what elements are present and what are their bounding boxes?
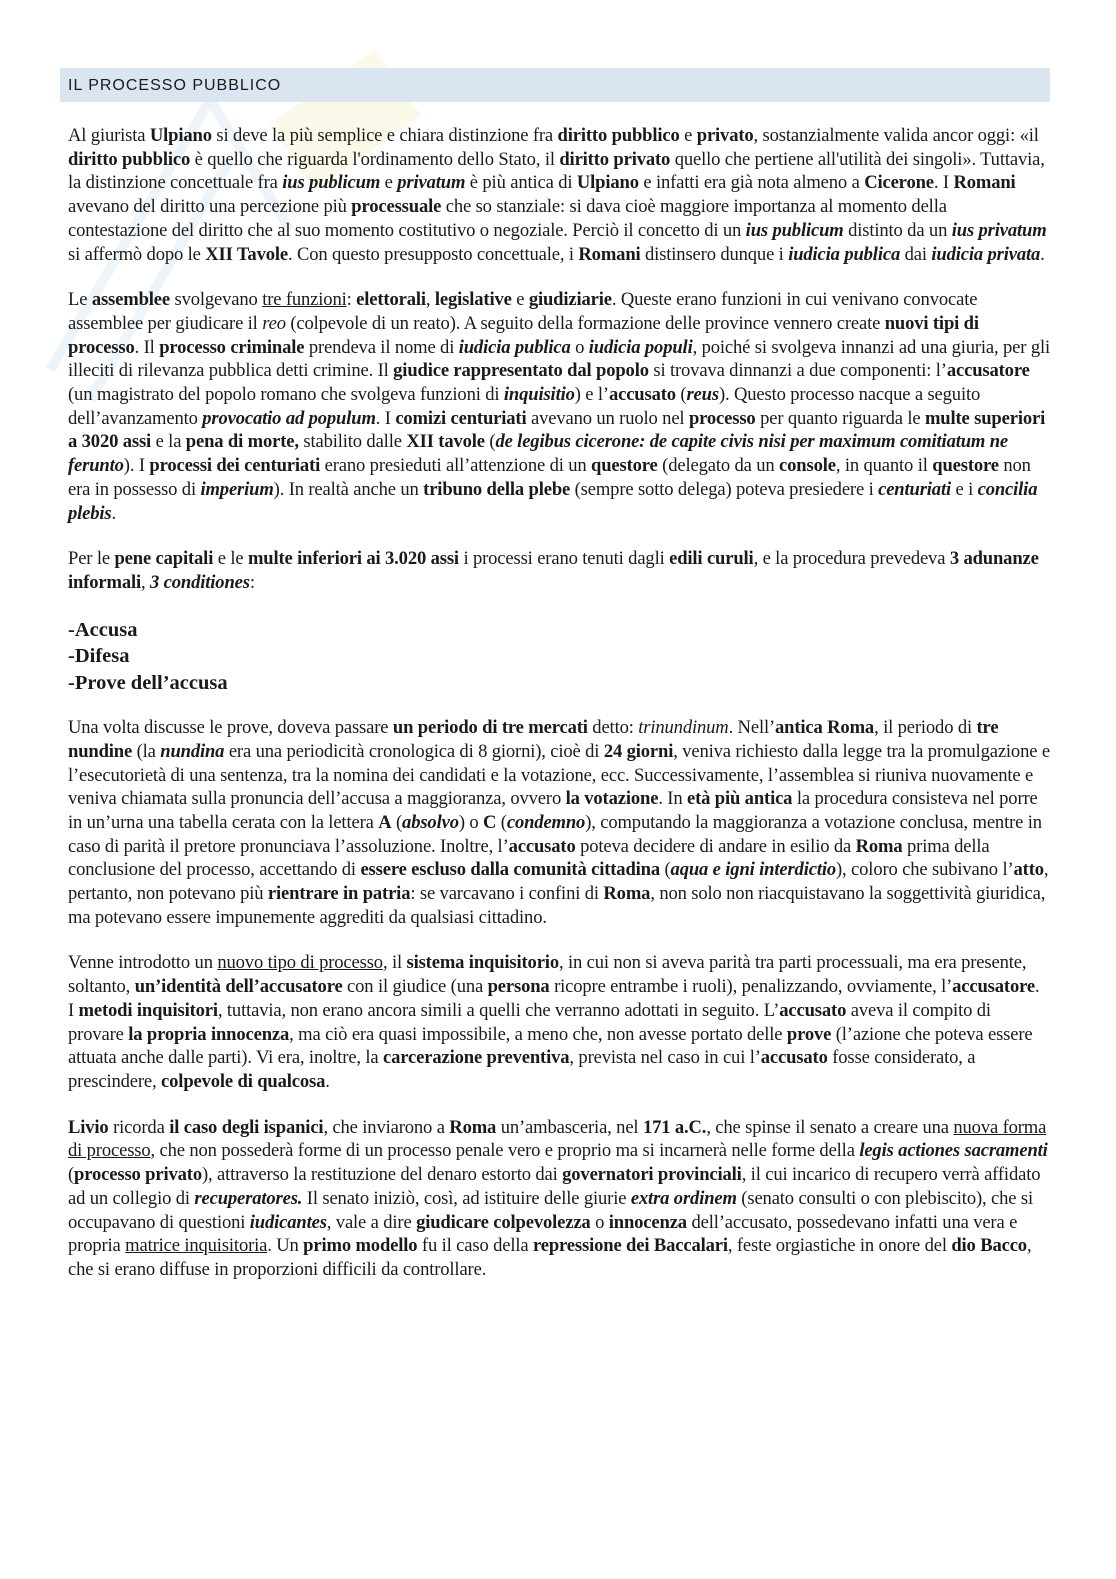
text-run: 24 giorni — [603, 740, 674, 762]
text-run: i processi erano tenuti dagli — [458, 548, 670, 570]
text-run: era una periodicità cronologica di 8 giorni), cioè di — [224, 740, 604, 762]
text-run: matrice inquisitoria — [125, 1235, 268, 1257]
text-run: diritto pubblico — [557, 125, 680, 146]
text-run: diritto pubblico — [68, 148, 191, 170]
text-run: , che si erano diffuse in proporzioni difficili da controllare. — [68, 1235, 1032, 1280]
text-run: essere escluso dalla comunità cittadina — [360, 859, 660, 881]
text-run: ). In realtà anche un — [273, 478, 424, 500]
text-run: dell’accusato, possedevano infatti una vera e propria — [68, 1211, 1018, 1257]
text-run: processi dei centuriati — [149, 455, 321, 477]
text-run: quello che pertiene all'utilità dei singoli». Tuttavia, la distinzione concettuale fra — [68, 148, 1045, 194]
text-run: colpevole di qualcosa — [161, 1071, 326, 1092]
text-run: multe inferiori ai 3.020 assi — [247, 548, 459, 570]
text-run: avevano un ruolo nel — [526, 407, 689, 429]
text-run: : — [346, 289, 357, 311]
text-run: . Un — [267, 1235, 304, 1257]
body-paragraph — [68, 288, 1050, 525]
text-run: ius publicum — [745, 219, 844, 241]
text-run: un’identità dell’accusatore — [134, 976, 343, 998]
text-run: console — [779, 455, 836, 477]
text-run: non era in possesso di — [68, 455, 1031, 500]
text-run: giudicare colpevolezza — [416, 1211, 591, 1233]
text-run: accusatore — [952, 976, 1035, 998]
text-run: 3 conditiones — [150, 571, 250, 593]
text-run: (sempre sotto delega) poteva presiedere i — [570, 478, 879, 500]
text-run: il caso degli ispanici — [169, 1116, 324, 1138]
text-run: . Nell’ — [728, 717, 776, 739]
text-run: . I — [933, 172, 954, 194]
text-run: XII Tavole — [205, 243, 288, 265]
text-run: XII tavole — [406, 431, 485, 453]
section-title: IL PROCESSO PUBBLICO — [68, 77, 282, 94]
text-run: Livio — [68, 1116, 109, 1138]
text-run: prove — [786, 1023, 832, 1045]
text-run: privato — [696, 125, 754, 146]
text-run: ) e l’ — [574, 384, 609, 406]
text-run: distinsero dunque i — [640, 243, 789, 265]
text-run: Al giurista — [68, 125, 150, 146]
text-run: ricorda — [108, 1116, 170, 1138]
text-run: A — [378, 811, 392, 833]
conditiones-list — [68, 617, 1050, 697]
text-run: , — [425, 289, 435, 311]
text-run: Le — [68, 289, 92, 311]
text-run: Roma — [449, 1116, 497, 1138]
text-run: iudicantes — [249, 1211, 327, 1233]
text-run: . Queste erano funzioni in cui venivano convocate assemblee per giudicare il — [68, 289, 978, 334]
text-run: ( — [484, 431, 496, 453]
text-run: reo — [262, 312, 286, 334]
text-run: ( — [68, 1164, 75, 1186]
text-run: iudicia publica — [788, 243, 901, 265]
text-run: , che spinse il senato a creare una — [706, 1116, 954, 1138]
text-run: un’ambasceria, nel — [496, 1116, 643, 1138]
text-run: 171 a.C. — [642, 1116, 707, 1138]
text-run: età più antica — [687, 788, 793, 810]
text-run: prima della conclusione del processo, accettando di — [68, 835, 990, 881]
text-run: Roma — [603, 883, 651, 905]
text-run: , feste orgiastiche in onore del — [727, 1235, 952, 1257]
text-run: pena di morte, — [185, 431, 299, 453]
text-run: ( — [675, 384, 687, 406]
text-run: giudiziarie — [528, 289, 612, 311]
text-run: accusato — [760, 1047, 828, 1069]
text-run: accusato — [779, 999, 847, 1021]
text-run: che so stanziale: si dava cioè maggiore importanza al momento della contestazione del diritto che al suo momento costitutivo o negoziale. Perciò il concetto di un — [68, 196, 947, 241]
text-run: 3 adunanze informali — [68, 548, 1039, 593]
text-run: e i — [950, 478, 978, 500]
text-run: processo — [688, 407, 756, 429]
text-run: si deve la più semplice e chiara distinzione fra — [211, 125, 558, 146]
text-run: distinto da un — [843, 219, 952, 241]
text-run: la votazione — [565, 788, 659, 810]
text-run: , che inviarono a — [323, 1116, 450, 1138]
text-run: Una volta discusse le prove, doveva passare — [68, 717, 393, 739]
text-run: poteva decidere di andare in esilio da — [575, 835, 856, 857]
list-item: -Accusa — [68, 618, 138, 641]
text-run: governatori provinciali — [562, 1164, 742, 1186]
text-run: ). I — [123, 455, 150, 477]
text-run: assemblee — [91, 289, 170, 311]
text-run: stabilito dalle — [298, 431, 407, 453]
text-run: dai — [900, 243, 932, 265]
text-run: avevano del diritto una percezione più — [68, 196, 352, 218]
text-run: ). Questo processo nacque a seguito dell’avanzamento — [68, 384, 981, 429]
text-run: (senato consulti o con plebiscito), che si occupavano di questioni — [68, 1187, 1033, 1233]
text-run: Romani — [578, 243, 641, 265]
list-item: -Prove dell’accusa — [68, 671, 228, 694]
text-run: la procedura consisteva nel porre in un’urna una tabella cerata con la lettera — [68, 788, 1038, 833]
text-run: prendeva il nome di — [304, 336, 459, 358]
text-run: ius privatum — [951, 219, 1047, 241]
text-run: , in cui non si aveva parità tra parti processuali, ma era presente, soltanto, — [68, 952, 1027, 998]
text-run: ) o — [458, 811, 484, 833]
text-run: si affermò dopo le — [68, 243, 206, 265]
text-run: extra ordinem — [630, 1187, 737, 1209]
text-run: rientrare in patria — [267, 883, 411, 905]
text-run: accusato — [608, 384, 676, 406]
text-run: aveva il compito di provare — [68, 999, 991, 1045]
text-run: nundina — [160, 740, 225, 762]
text-run: tre funzioni — [262, 289, 347, 311]
text-run: (colpevole di un reato). A seguito della formazione delle province vennero create — [285, 312, 885, 334]
text-run: Roma — [855, 835, 903, 857]
text-run: elettorali — [356, 289, 426, 311]
text-run: , — [141, 571, 151, 593]
text-run: innocenza — [608, 1211, 687, 1233]
text-run: reus — [686, 384, 719, 406]
text-run: , in quanto il — [835, 455, 933, 477]
text-run: accusatore — [946, 360, 1030, 382]
text-run: absolvo — [402, 811, 459, 833]
text-run: diritto privato — [559, 148, 671, 170]
text-run: antica Roma — [775, 717, 875, 739]
text-run: legislative — [434, 289, 512, 311]
text-run: nuovi tipi di processo — [68, 312, 979, 358]
text-run: per quanto riguarda le — [755, 407, 925, 429]
text-run: recuperatores. — [194, 1187, 303, 1209]
text-run: ( — [660, 859, 671, 881]
text-run: o — [590, 1211, 609, 1233]
text-run: e — [511, 289, 529, 311]
text-run: , vale a dire — [326, 1211, 417, 1233]
body-paragraph — [68, 124, 1050, 266]
list-item: -Difesa — [68, 645, 130, 668]
text-run: provocatio ad populum — [202, 407, 376, 429]
body-paragraph — [68, 716, 1050, 929]
text-run: de legibus cicerone: de capite civis nisi per maximum comitiatum ne ferunto — [68, 431, 1009, 477]
text-run: la propria innocenza — [128, 1023, 290, 1045]
body-paragraph — [68, 951, 1050, 1093]
text-run: tribuno della plebe — [423, 478, 571, 500]
text-run: . I — [68, 976, 1040, 1021]
text-run: Cicerone — [864, 172, 934, 194]
text-run: con il giudice (una — [342, 976, 488, 998]
text-run: Ulpiano — [576, 172, 639, 194]
text-run: processo criminale — [159, 336, 305, 358]
text-run: inquisitio — [503, 384, 575, 406]
text-run: , che non possederà forme di un processo penale vero e proprio ma si incarnerà nelle forme della — [150, 1140, 860, 1162]
text-run: . — [325, 1071, 330, 1092]
text-run: Venne introdotto un — [68, 952, 218, 974]
text-run: repressione dei Baccalari — [532, 1235, 728, 1257]
text-run: tre nundine — [68, 717, 999, 762]
text-run: . — [1040, 243, 1045, 265]
text-run: fu il caso della — [417, 1235, 533, 1257]
text-run: privatum — [397, 172, 466, 194]
text-run: Romani — [953, 172, 1016, 194]
text-run: e infatti era già nota almeno a — [638, 172, 865, 194]
text-run: , pertanto, non potevano più — [68, 859, 1049, 905]
text-run: dio Bacco — [951, 1235, 1027, 1257]
text-run: metodi inquisitori — [78, 999, 218, 1021]
body-paragraph — [68, 547, 1050, 594]
text-run: legis actiones sacramenti — [859, 1140, 1048, 1162]
text-run: è più antica di — [465, 172, 577, 194]
text-run: edili curuli — [669, 548, 754, 570]
text-run: condemno — [506, 811, 586, 833]
text-run: nuova forma di processo — [68, 1116, 1047, 1162]
document-page — [68, 68, 1050, 1304]
text-run: ( — [391, 811, 403, 833]
text-run: . In — [658, 788, 687, 810]
text-run: un periodo di tre mercati — [392, 717, 588, 739]
text-run: , e la procedura prevedeva — [753, 548, 950, 570]
text-run: iudicia publica — [458, 336, 571, 358]
text-run: questore — [591, 455, 658, 477]
text-run: svolgevano — [170, 289, 263, 311]
text-run: processo privato — [74, 1164, 202, 1186]
text-run: fosse considerato, a prescindere, — [68, 1047, 976, 1092]
text-run: e — [679, 125, 697, 146]
text-run: persona — [487, 976, 550, 998]
text-run: comizi centuriati — [395, 407, 527, 429]
text-run: e — [380, 172, 398, 194]
text-run: trinundinum — [638, 717, 729, 739]
text-run: atto — [1013, 859, 1044, 881]
text-run: e le — [213, 548, 248, 570]
text-run: ( — [496, 811, 507, 833]
text-run: giudice rappresentato dal popolo — [393, 360, 649, 382]
text-run: questore — [932, 455, 999, 477]
text-run: . Con questo presupposto concettuale, i — [287, 243, 579, 265]
text-run: (un magistrato del popolo romano che svolgeva funzioni di — [68, 384, 504, 406]
text-run: , il cui incarico di recupero verrà affidato ad un collegio di — [68, 1164, 1041, 1209]
text-run: , prevista nel caso in cui l’ — [569, 1047, 761, 1069]
text-run: carcerazione preventiva — [383, 1047, 570, 1069]
text-run: Ulpiano — [149, 125, 212, 146]
text-run: processuale — [351, 196, 442, 218]
text-run: . Il — [134, 336, 160, 358]
text-run: Per le — [68, 548, 115, 570]
text-run: multe superiori a 3020 assi — [68, 407, 1046, 453]
text-run: , sostanzialmente valida ancor oggi: «il — [753, 125, 1039, 146]
text-run: centuriati — [878, 478, 951, 500]
text-run: si trovava dinnanzi a due componenti: l’ — [648, 360, 947, 382]
text-run: o — [570, 336, 589, 358]
text-run: pene capitali — [114, 548, 214, 570]
text-run: ), attraverso la restituzione del denaro estorto dai — [201, 1164, 563, 1186]
text-run: ricopre entrambe i ruoli), penalizzando, ovviamente, l’ — [549, 976, 953, 998]
text-run: : se varcavano i confini di — [410, 883, 604, 905]
text-run: nuovo tipo di processo — [217, 952, 383, 974]
text-run: . — [111, 502, 117, 524]
text-run: è quello che riguarda l'ordinamento dello Stato, il — [190, 148, 560, 170]
body-paragraph — [68, 1116, 1050, 1282]
text-run: , il periodo di — [874, 717, 977, 739]
text-run: ), computando la maggioranza a votazione conclusa, mentre in caso di parità il pretore pronunciava l’assoluzione. Inoltre, l’ — [68, 811, 1042, 857]
text-run: erano presieduti all’attenzione di un — [320, 455, 592, 477]
paragraph-group-1 — [68, 124, 1050, 595]
section-header — [68, 68, 1050, 102]
text-run: e la — [151, 431, 186, 453]
text-run: (la — [132, 740, 161, 762]
text-run: (l’azione che poteva essere attuata anche dalle parti). Vi era, inoltre, la — [68, 1023, 1033, 1069]
paragraph-group-2 — [68, 716, 1050, 1281]
text-run: primo modello — [303, 1235, 418, 1257]
text-run: iudicia privata — [931, 243, 1041, 265]
text-run: accusato — [508, 835, 576, 857]
text-run: , veniva richiesto dalla legge tra la promulgazione e l’esecutorietà di una sentenza, tra la nomina dei candidati e la votazione, ecc. Successivamente, l’assemblea si riuniva nuovamente e veniva chiamata sulla pronuncia dell’accusa a maggioranza, ovvero — [68, 740, 1050, 810]
text-run: , ma ciò era quasi impossibile, a meno che, non avesse portato delle — [289, 1023, 787, 1045]
text-run: aqua e igni interdictio — [670, 859, 837, 881]
text-run: imperium — [200, 478, 274, 500]
text-run: (delegato da un — [657, 455, 780, 477]
text-run: concilia plebis — [68, 478, 1038, 524]
text-run: detto: — [587, 717, 639, 739]
text-run: Il senato iniziò, così, ad istituire delle giurie — [302, 1187, 631, 1209]
text-run: ius publicum — [282, 172, 381, 194]
text-run: , tuttavia, non erano ancora simili a quelli che verranno adottati in seguito. L’ — [217, 999, 780, 1021]
text-run: , il — [382, 952, 407, 974]
text-run: . I — [375, 407, 396, 429]
text-run: : — [249, 571, 255, 593]
text-run: , non solo non riacquistavano la soggettività giuridica, ma potevano essere impunemente aggrediti da qualsiasi cittadino. — [68, 883, 1046, 928]
text-run: , poiché si svolgeva innanzi ad una giuria, per gli illeciti di rilevanza pubblica detti crimine. Il — [68, 336, 1051, 382]
text-run: ), coloro che subivano l’ — [836, 859, 1014, 881]
text-run: sistema inquisitorio — [406, 952, 559, 974]
text-run: iudicia populi — [588, 336, 693, 358]
text-run: C — [483, 811, 497, 833]
